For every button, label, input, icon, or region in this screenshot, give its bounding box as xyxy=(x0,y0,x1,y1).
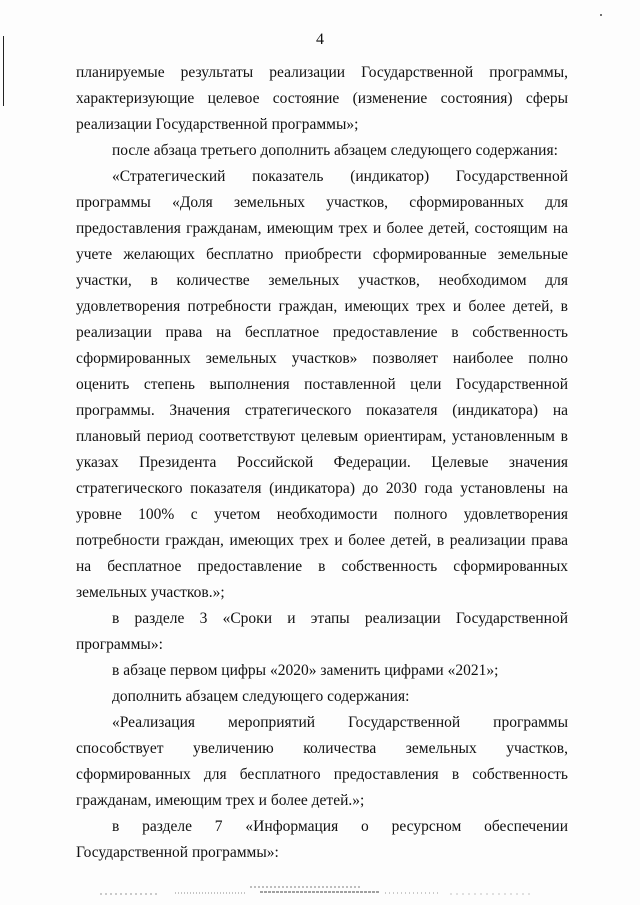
page-number: 4 xyxy=(316,31,324,48)
scan-footer-noise xyxy=(80,880,550,898)
paragraph-4: в разделе 3 «Сроки и этапы реализации Государственной программы»: xyxy=(76,610,568,653)
scan-artifact-dot xyxy=(600,14,602,16)
paragraph-7: «Реализация мероприятий Государственной программы способствует увеличению количества земельных участков, сформированных для бесплатного предоставления в собственность гражданам, имеющим трех и более детей.»; xyxy=(76,714,568,809)
document-body xyxy=(76,60,568,866)
paragraph-6: дополнить абзацем следующего содержания: xyxy=(112,688,410,705)
paragraph-5: в абзаце первом цифры «2020» заменить цифрами «2021»; xyxy=(112,662,499,679)
paragraph-8: в разделе 7 «Информация о ресурсном обеспечении Государственной программы»: xyxy=(76,818,568,861)
paragraph-2: после абзаца третьего дополнить абзацем следующего содержания: xyxy=(112,142,558,159)
paragraph-3: «Стратегический показатель (индикатор) Государственной программы «Доля земельных участков, сформированных для предоставления гражданам, имеющим трех и более детей, состоящим на учете желающих бесплатно приобрести сформированные земельные участки, в количестве земельных участков, необходимом для удовлетворения потребности граждан, имеющих трех и более детей, в реализации права на бесплатное предоставление в собственность сформированных земельных участков» позволяет наиболее полно оценить степень выполнения поставленной цели Государственной программы. Значения стратегического показателя (индикатора) на плановый период соответствуют целевым ориентирам, установленным в указах Президента Российской Федерации. Целевые значения стратегического показателя (индикатора) до 2030 года установлены на уровне 100% с учетом необходимости полного удовлетворения потребности граждан, имеющих трех и более детей, в реализации права на бесплатное предоставление в собственность сформированных земельных участков.»; xyxy=(76,168,568,601)
paragraph-1: планируемые результаты реализации Государственной программы, характеризующие целевое состояние (изменение состояния) сферы реализации Государственной программы»; xyxy=(76,64,568,133)
